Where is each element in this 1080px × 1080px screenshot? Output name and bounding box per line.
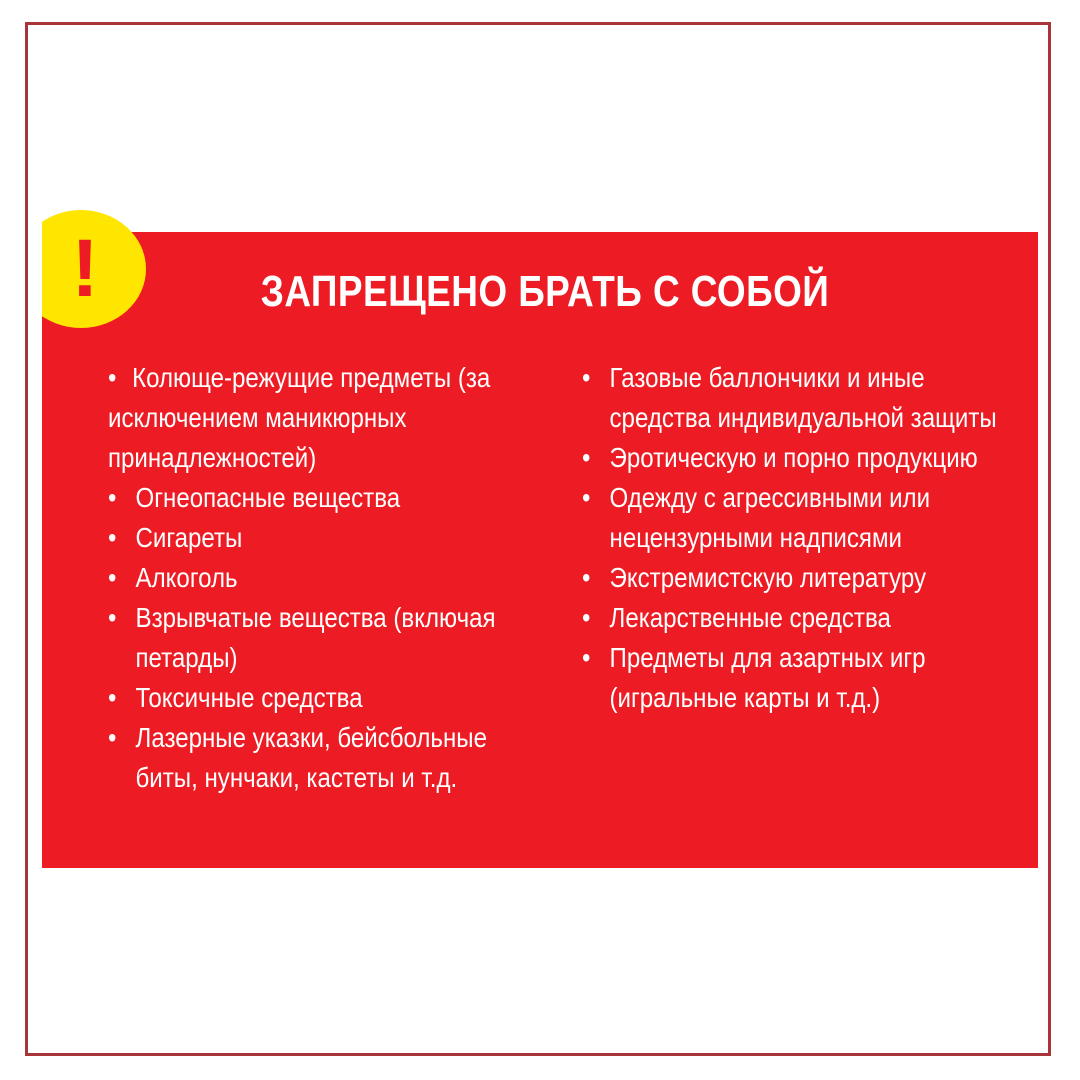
list-item bbox=[582, 598, 1012, 638]
list-item-text: Сигареты bbox=[135, 522, 243, 553]
list-item bbox=[582, 638, 1012, 718]
bullet: • bbox=[108, 562, 117, 593]
list-item-text: Алкоголь bbox=[135, 562, 238, 593]
list-item bbox=[108, 478, 538, 518]
list-item bbox=[108, 718, 538, 798]
bullet: • bbox=[108, 722, 117, 753]
list-item-text: Предметы для азартных игр (игральные карты и т.д.) bbox=[609, 642, 926, 713]
list-item-text: Эротическую и порно продукцию bbox=[609, 442, 978, 473]
list-item bbox=[108, 558, 538, 598]
bullet: • bbox=[108, 682, 117, 713]
list-item bbox=[108, 598, 538, 678]
bullet: • bbox=[108, 482, 117, 513]
bullet: • bbox=[582, 642, 591, 673]
list-item-text: Токсичные средства bbox=[135, 682, 363, 713]
list-item bbox=[582, 558, 1012, 598]
list-item-text: Лазерные указки, бейсбольные биты, нунчаки, кастеты и т.д. bbox=[135, 722, 487, 793]
exclamation-icon: ! bbox=[71, 223, 99, 314]
list-item bbox=[108, 358, 538, 478]
bullet: • bbox=[582, 362, 591, 393]
bullet: • bbox=[582, 602, 591, 633]
list-item-text: Лекарственные средства bbox=[609, 602, 891, 633]
page-title: ЗАПРЕЩЕНО БРАТЬ С СОБОЙ bbox=[260, 267, 830, 316]
list-item bbox=[108, 518, 538, 558]
bullet: • bbox=[582, 562, 591, 593]
bullet: • bbox=[108, 362, 117, 393]
bullet: • bbox=[582, 482, 591, 513]
list-item bbox=[108, 678, 538, 718]
list-item-text: Экстремистскую литературу bbox=[609, 562, 927, 593]
list-item bbox=[582, 438, 1012, 478]
list-item-text: Одежду с агрессивными или нецензурными надписями bbox=[609, 482, 931, 553]
bullet: • bbox=[582, 442, 591, 473]
bullet: • bbox=[108, 602, 117, 633]
list-item-text: Огнеопасные вещества bbox=[135, 482, 401, 513]
list-item-text: Газовые баллончики и иные средства индивидуальной защиты bbox=[609, 362, 997, 433]
left-list bbox=[108, 358, 538, 798]
bullet: • bbox=[108, 522, 117, 553]
card-top-strip bbox=[42, 214, 1038, 232]
list-item bbox=[582, 358, 1012, 438]
list-item bbox=[582, 478, 1012, 558]
list-item-text: Колюще-режущие предметы (за исключением маникюрных принадлежностей) bbox=[108, 362, 491, 473]
list-item-text: Взрывчатые вещества (включая петарды) bbox=[135, 602, 496, 673]
right-list bbox=[582, 358, 1012, 718]
